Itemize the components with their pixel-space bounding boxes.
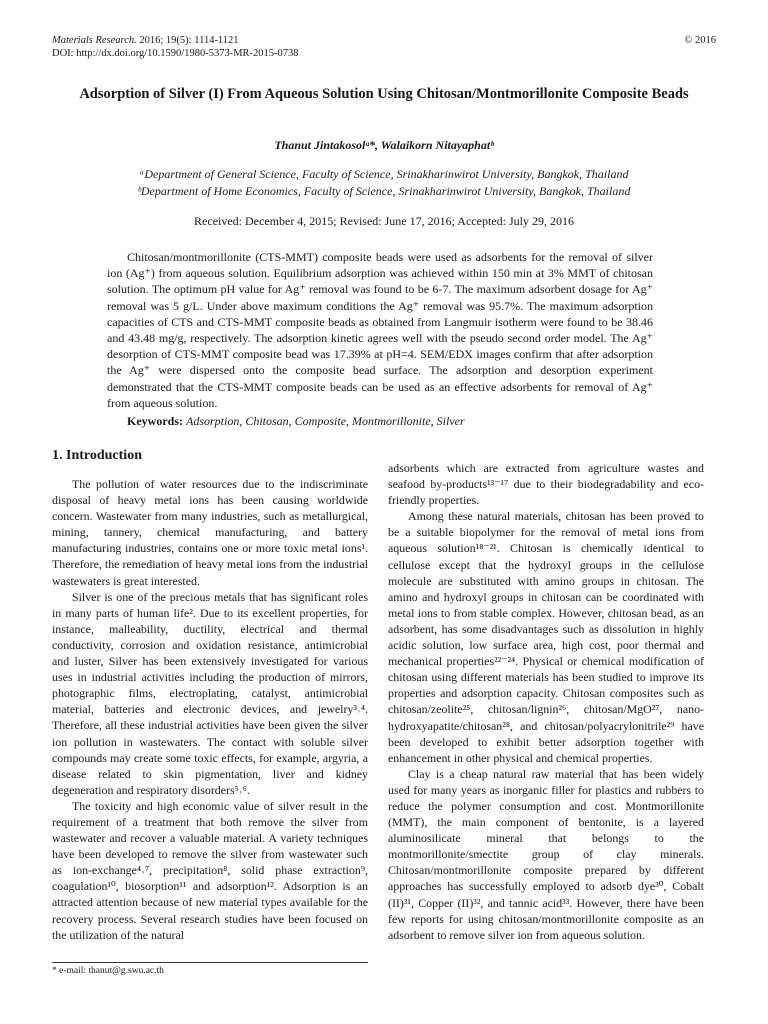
dates: Received: December 4, 2015; Revised: June 17, 2016; Accepted: July 29, 2016 (194, 214, 574, 228)
paragraph: The toxicity and high economic value of silver result in the requirement of a treatment that both remove the silver from wastewater and recover a valuable material. A variety techniques have been developed to remove the silver from wastewater such as ion-exchange⁴˒⁷, precipitation⁸, solid phase extraction⁹, coagulation¹⁰, biosorption¹¹ and adsorption¹². Adsorption is an attracted attention because of new material types available for the recovery process. Several research studies have been focused on the utilization of the natural (52, 798, 368, 942)
authors: Thanut Jintakosolᵃ*, Walaikorn Nitayaphatᵇ (274, 138, 494, 152)
running-header (52, 34, 716, 60)
paragraph: Silver is one of the precious metals that has significant roles in many parts of human life². Due to its excellent properties, for instance, malleability, ductility, electrical and thermal conductivity, corrosion and oxidation resistance, antimicrobial and luster, Silver has been extensively investigated for various uses in industrial activities including the production of mirrors, photographic films, electroplating, catalyst, antimicrobial material, batteries and electronic devices, and jewelry³˒⁴. Therefore, all these industrial activities have been given the silver ion pollution in wastewaters. The contact with soluble silver compounds may create some toxic effects, for example, argyria, a disease related to skin pigmentation, liver and kidney degeneration and respiratory disorders⁵˒⁶. (52, 589, 368, 797)
journal-citation (52, 34, 716, 47)
abstract: Chitosan/montmorillonite (CTS-MMT) composite beads were used as adsorbents for the removal of silver ion (Ag⁺) from aqueous solution. Equilibrium adsorption was achieved within 150 min at 3% MMT of chitosan solution. The optimum pH value for Ag⁺ removal was found to be 6-7. The maximum adsorbent dosage for Ag⁺ removal was 5 g/L. Under above maximum conditions the Ag⁺ removal was 95.7%. The maximum adsorption capacities of CTS and CTS-MMT composite beads as obtained from Langmuir isotherm were found to be 38.46 and 43.48 mg/g, respectively. The adsorption kinetic agrees well with the pseudo second order model. The Ag⁺ desorption of CTS-MMT composite bead was 17.39% at pH=4. SEM/EDX images confirm that after adsorption the Ag⁺ were dispersed onto the composite bead surface. The adsorption and desorption experiment demonstrated that the CTS-MMT composite beads can be used as an effective adsorbents for removal of Ag⁺ from aqueous solution. (107, 250, 653, 410)
citation: 2016; 19(5): 1114-1121 (139, 35, 239, 46)
paragraph: The pollution of water resources due to the indiscriminate disposal of heavy metal ions has been causing worldwide concern. Wastewater from many industries, such as metallurgical, mining, tannery, chemical manufacturing, and battery manufacturing industries, contains one or more toxic metal ions¹. Therefore, the remediation of heavy metal ions from the industrial wastewaters is great interested. (52, 477, 368, 588)
keywords (127, 414, 465, 429)
keywords-list: Adsorption, Chitosan, Composite, Montmorillonite, Silver (186, 414, 465, 428)
journal-name: Materials Research. (52, 35, 137, 46)
affiliation-a: ᵃDepartment of General Science, Faculty of Science, Srinakharinwirot University, Bangkok, Thailand (139, 167, 629, 181)
right-column (388, 460, 704, 943)
footnote-divider (52, 962, 368, 963)
left-column (52, 447, 368, 943)
paragraph: adsorbents which are extracted from agriculture wastes and seafood by-products¹³⁻¹⁷ due to their biodegradability and eco-friendly properties. (388, 461, 704, 508)
affiliation-b: ᵇDepartment of Home Economics, Faculty of Science, Srinakharinwirot University, Bangkok, Thailand (137, 184, 631, 198)
paragraph: Clay is a cheap natural raw material that has been widely used for many years as inorganic filler for plastics and rubbers to reduce the polymer consumption and cost. Montmorillonite (MMT), the main component of bentonite, is a layered aluminosilicate mineral that belongs to the montmorillonite/smectite group of clay minerals. Chitosan/montmorillonite composite prepared by different approaches has successfully employed to adsorb dye³⁰, Cobalt (II)³¹, Copper (II)³², and tannic acid³³. However, there have been few reports for using chitosan/montmorillonite composite as an adsorbent to remove silver ion from aqueous solution. (388, 766, 704, 942)
paragraph: Among these natural materials, chitosan has been proved to be a suitable biopolymer for the removal of metal ions from aqueous solution¹⁸⁻²¹. Chitosan is chemically identical to cellulose except that the hydroxyl groups in the cellulose molecule are substituted with amino groups in chitosan. The amino and hydroxyl groups in chitosan can be coordinated with metal ions to from stable complex. However, chitosan bead, as an adsorbent, has some disadvantages such as dissolution in highly acidic solution, low surface area, high cost, poor thermal and mechanical properties²²⁻²⁴. Physical or chemical modification of chitosan using different materials has been studied to improve its properties and adsorption capacity. Chitosan composites such as chitosan/zeolite²⁵, chitosan/lignin²⁶, chitosan/MgO²⁷, nano-hydroxyapatite/chitosan²⁸, and chitosan/polyacrylonitrile²⁹ have been developed to exhibit better adsorption together with enhancement in other physical and chemical properties. (388, 509, 704, 765)
keywords-label: Keywords: (127, 414, 183, 428)
copyright: © 2016 (684, 35, 716, 46)
doi[interactable]: DOI: http://dx.doi.org/10.1590/1980-5373-MR-2015-0738 (52, 48, 299, 59)
footnote-email[interactable]: * e-mail: thanut@g.swu.ac.th (52, 966, 164, 976)
paper-title: Adsorption of Silver (I) From Aqueous Solution Using Chitosan/Montmorillonite Composite Beads (79, 86, 689, 102)
section-title: 1. Introduction (52, 448, 142, 463)
